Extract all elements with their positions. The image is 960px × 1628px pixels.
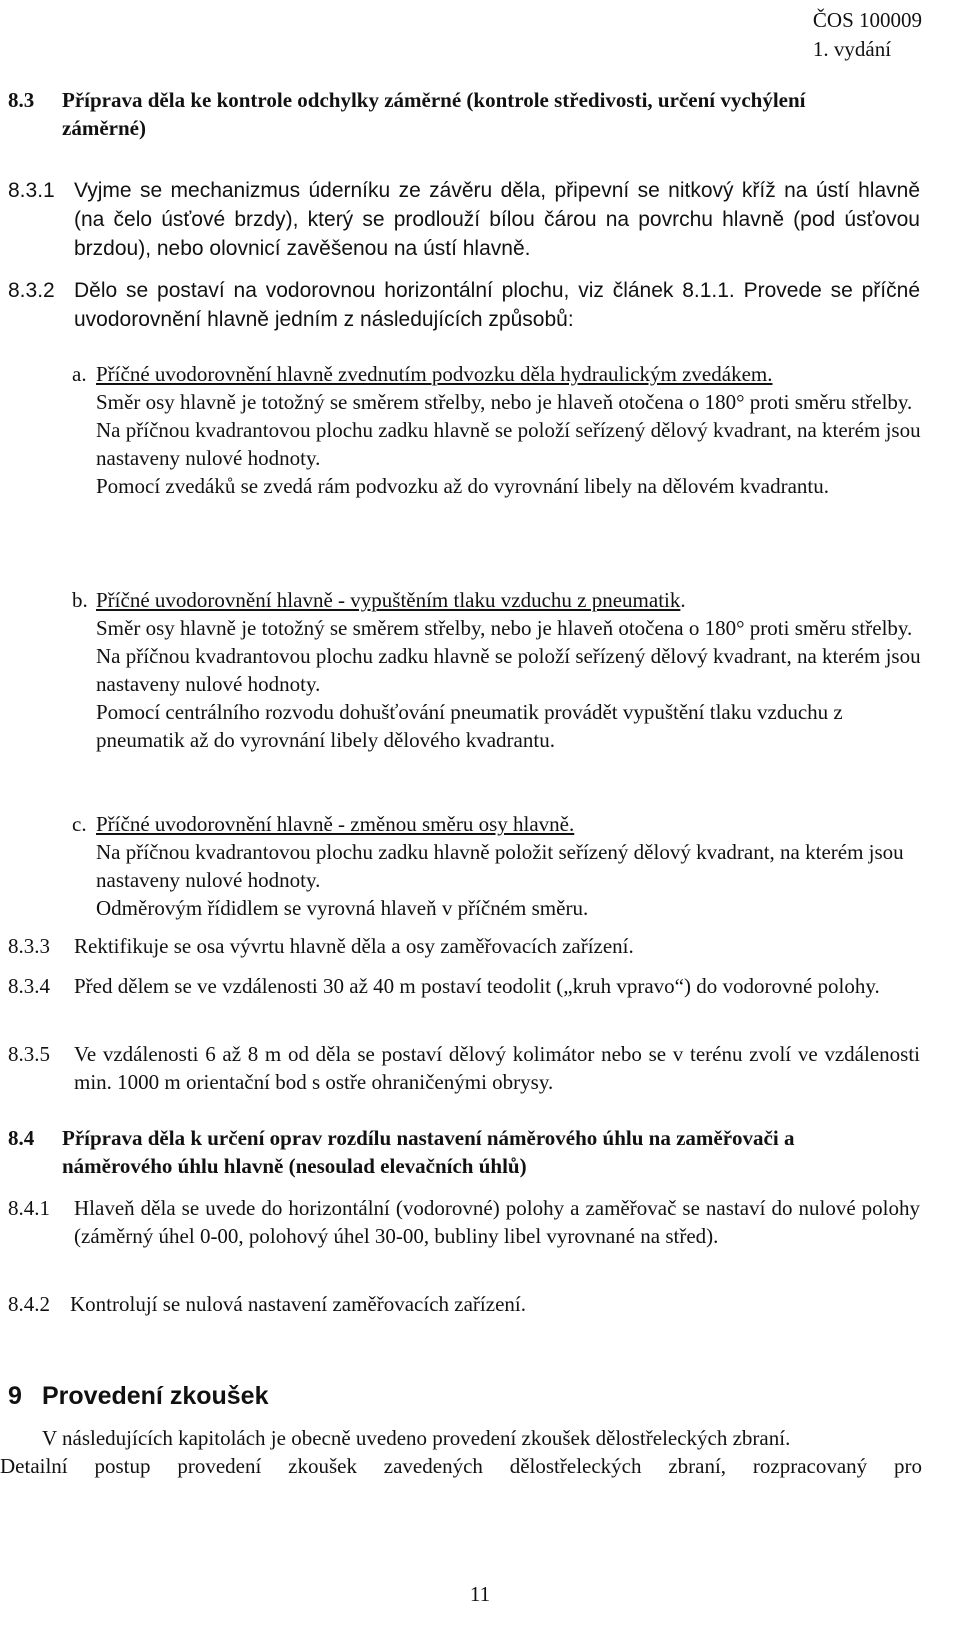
- chapter-9-heading: [8, 1380, 268, 1412]
- clause-number: 8.3.3: [8, 934, 50, 958]
- paragraph-line: Detailní postup provedení zkoušek zavedených dělostřeleckých zbraní, rozpracovaný pro: [0, 1454, 922, 1478]
- list-item-a: [72, 360, 926, 500]
- clause-8-3-2: [8, 276, 920, 334]
- chapter-number: 9: [8, 1382, 22, 1410]
- doc-code: ČOS 100009: [812, 8, 922, 32]
- clause-8-3-1: [8, 176, 920, 263]
- clause-8-3-3: [8, 932, 920, 960]
- item-title: Příčné uvodorovnění hlavně - vypuštěním tlaku vzduchu z pneumatik: [96, 588, 681, 612]
- item-line: Odměrovým řídidlem se vyrovná hlaveň v příčném směru.: [96, 896, 589, 920]
- clause-text: Hlaveň děla se uvede do horizontální (vodorovné) polohy a zaměřovač se nastaví do nulové polohy (záměrný úhel 0-00, polohový úhel 30-00, bubliny libel vyrovnané na střed).: [74, 1196, 920, 1248]
- clause-number: 8.3.2: [8, 279, 55, 302]
- clause-8-3-4: [8, 972, 920, 1000]
- clause-number: 8.4.2: [8, 1292, 50, 1316]
- item-title: Příčné uvodorovnění hlavně zvednutím podvozku děla hydraulickým zvedákem.: [96, 362, 773, 386]
- item-line: Na příčnou kvadrantovou plochu zadku hlavně položit seřízený dělový kvadrant, na kterém jsou nastaveny nulové hodnoty.: [96, 840, 904, 892]
- clause-number: 8.3.1: [8, 179, 55, 202]
- item-line: Na příčnou kvadrantovou plochu zadku hlavně se položí seřízený dělový kvadrant, na kterém jsou nastaveny nulové hodnoty.: [96, 418, 921, 470]
- clause-text: Kontrolují se nulová nastavení zaměřovacích zařízení.: [70, 1292, 526, 1316]
- item-line: Pomocí centrálního rozvodu dohušťování pneumatik provádět vypuštění tlaku vzduchu z pneumatik až do vyrovnání libely dělového kvadrantu.: [96, 700, 843, 752]
- page-number: 11: [469, 1582, 491, 1606]
- section-8-4-heading: [8, 1124, 908, 1180]
- document-header: [813, 6, 922, 64]
- paragraph-line: V následujících kapitolách je obecně uvedeno provedení zkoušek dělostřeleckých zbraní.: [42, 1426, 791, 1450]
- clause-text: Vyjme se mechanizmus úderníku ze závěru děla, připevní se nitkový kříž na ústí hlavně (na čelo úsťové brzdy), který se prodlouží bílou čárou na povrchu hlavně (pod úsťovou brzdou), nebo olovnicí zavěšenou na ústí hlavně.: [74, 179, 920, 260]
- clause-text: Rektifikuje se osa vývrtu hlavně děla a osy zaměřovacích zařízení.: [74, 934, 634, 958]
- chapter-9-paragraph: [0, 1424, 922, 1480]
- item-label: a.: [72, 362, 87, 386]
- doc-edition: 1. vydání: [812, 37, 892, 61]
- section-number: 8.4: [8, 1126, 35, 1150]
- item-line: Směr osy hlavně je totožný se směrem střelby, nebo je hlaveň otočena o 180° proti směru střelby.: [96, 390, 913, 414]
- section-8-3-heading: [8, 86, 828, 142]
- clause-8-4-2: [8, 1290, 920, 1318]
- clause-number: 8.3.4: [8, 974, 50, 998]
- list-item-b: b. Příčné uvodorovnění hlavně - vypuštěním tlaku vzduchu z pneumatik. Směr osy hlavně je totožný se směrem střelby, nebo je hlaveň otočena o 180° proti směru střelby. Na příčnou kvadrantovou plochu zadku hlavně se položí seřízený dělový kvadrant, na kterém jsou nastaveny nulové hodnoty. Pomocí centrálního rozvodu dohušťování pneumatik provádět vypuštění tlaku vzduchu z pneumatik až do vyrovnání libely dělového kvadrantu.: [96, 586, 926, 754]
- clause-number: 8.3.5: [8, 1042, 50, 1066]
- section-title: Příprava děla ke kontrole odchylky záměrné (kontrole středivosti, určení vychýlení záměrné): [62, 88, 806, 140]
- clause-text: Ve vzdálenosti 6 až 8 m od děla se postaví dělový kolimátor nebo se v terénu zvolí ve vzdálenosti min. 1000 m orientační bod s ostře ohraničenými obrysy.: [74, 1042, 920, 1094]
- clause-text: Před dělem se ve vzdálenosti 30 až 40 m postaví teodolit („kruh vpravo“) do vodorovné polohy.: [74, 974, 880, 998]
- chapter-title: Provedení zkoušek: [42, 1382, 269, 1410]
- clause-8-3-5: [8, 1040, 920, 1096]
- item-line: Na příčnou kvadrantovou plochu zadku hlavně se položí seřízený dělový kvadrant, na kterém jsou nastaveny nulové hodnoty.: [96, 644, 921, 696]
- item-title: Příčné uvodorovnění hlavně - změnou směru osy hlavně.: [96, 812, 575, 836]
- list-item-c: [72, 810, 926, 922]
- item-line: Směr osy hlavně je totožný se směrem střelby, nebo je hlaveň otočena o 180° proti směru střelby.: [96, 616, 913, 640]
- item-line: Pomocí zvedáků se zvedá rám podvozku až do vyrovnání libely na dělovém kvadrantu.: [96, 474, 830, 498]
- clause-text: Dělo se postaví na vodorovnou horizontální plochu, viz článek 8.1.1. Provede se příčné uvodorovnění hlavně jedním z následujících způsobů:: [74, 279, 920, 331]
- section-number: 8.3: [8, 88, 35, 112]
- clause-8-4-1: [8, 1194, 920, 1250]
- item-label: b.: [72, 588, 88, 612]
- clause-number: 8.4.1: [8, 1196, 50, 1220]
- item-label: c.: [72, 812, 87, 836]
- section-title: Příprava děla k určení oprav rozdílu nastavení náměrového úhlu na zaměřovači a náměrového úhlu hlavně (nesoulad elevačních úhlů): [62, 1126, 795, 1178]
